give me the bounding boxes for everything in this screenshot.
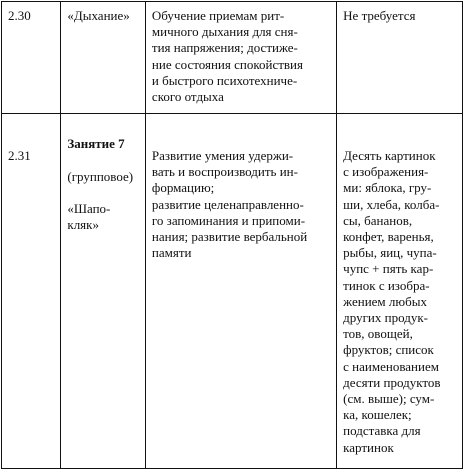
materials-text: Не требуется: [343, 8, 416, 23]
number-cell: [2, 114, 61, 469]
materials-cell: [337, 114, 463, 469]
session-title: Занятие 7: [67, 136, 125, 152]
goal-text: Развитие умения удержи- вать и воспроизводить ин- формацию; развитие целенаправленно- го запоминания и припоми- нания; развитие вербальной памяти: [151, 148, 308, 261]
row-number: 2.30: [8, 8, 31, 23]
session-type: (групповое): [67, 168, 134, 184]
number-cell: [2, 2, 61, 114]
table-row: [2, 114, 463, 469]
goal-cell: [145, 2, 336, 114]
topic-text: «Шапо- кляк»: [67, 201, 111, 233]
topic-cell: [61, 114, 146, 469]
lesson-table: [1, 1, 463, 469]
topic-cell: [61, 2, 146, 114]
row-number: 2.31: [8, 148, 31, 163]
materials-text: Десять картинок с изображения- ми: яблока, гру- ши, хлеба, колба- сы, бананов, конфет, варенья, рыбы, яиц, чупа- чупс + пять кар- тинок с изобра- жением любых других продук- тов, овощей, фруктов; список с наименованием десяти продуктов (см. выше); сум- ка, кошелек; подставка для картинок: [343, 148, 441, 455]
topic-text: «Дыхание»: [67, 8, 130, 23]
goal-text: Обучение приемам рит- мичного дыхания для сня- тия напряжения; достиже- ние состояния спокойствия и быстрого психотехниче- ского отдыха: [151, 8, 303, 105]
goal-cell: [145, 114, 336, 469]
table-row: [2, 2, 463, 114]
topic-block: [61, 114, 145, 250]
materials-cell: [337, 2, 463, 114]
